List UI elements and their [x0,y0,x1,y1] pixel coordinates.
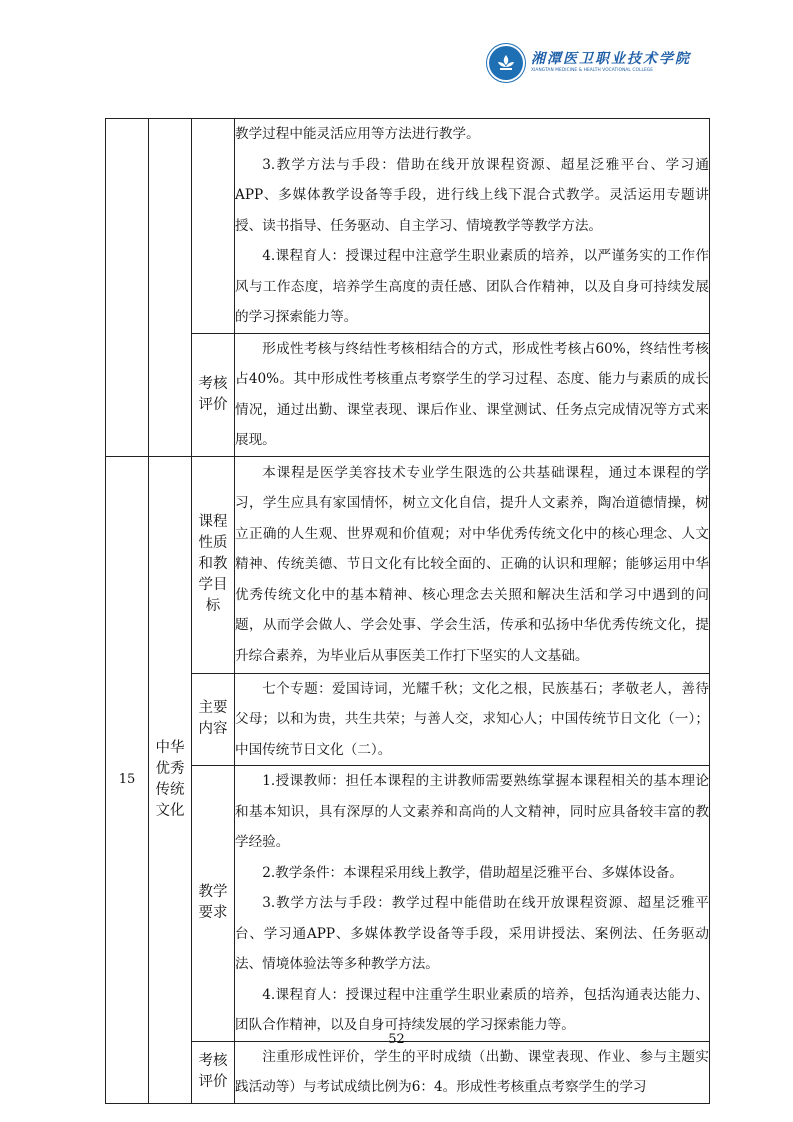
table-row [106,673,710,766]
table-row [106,766,710,1042]
paragraph: 3.教学方法与手段：借助在线开放课程资源、超星泛雅平台、学习通APP、多媒体教学设备等手段，进行线上线下混合式教学。灵活运用专题讲授、读书指导、任务驱动、自主学习、情境教学等教学方法。 [235,156,709,234]
prev-teaching-requirements [235,119,710,334]
assessment-text [235,1041,710,1103]
paragraph: 注重形成性评价，学生的平时成绩（出勤、课堂表现、作业、参与主题实践活动等）与考试成绩比例为6：4。形成性考核重点考察学生的学习 [235,1048,709,1095]
paragraph: 七个专题：爱国诗词，光耀千秋；文化之根，民族基石；孝敬老人，善待父母；以和为贵，共生共荣；与善人交，求知心人；中国传统节日文化（一）；中国传统节日文化（二）。 [235,680,709,758]
paragraph: 3.教学方法与手段：教学过程中能借助在线开放课程资源、超星泛雅平台、学习通APP、多媒体教学设备等手段，采用讲授法、案例法、任务驱动法、情境体验法等多种教学方法。 [235,895,709,972]
prev-name-cell [149,119,192,457]
nature-label: 课程性质和教学目标 [192,456,235,673]
paragraph: 教学过程中能灵活应用等方法进行教学。 [235,126,480,142]
paragraph: 4.课程育人：授课过程中注意学生职业素质的培养，以严谨务实的工作作风与工作态度，培养学生高度的责任感、团队合作精神，以及自身可持续发展的学习探索能力等。 [235,248,709,325]
curriculum-table [105,118,710,1104]
paragraph: 1.授课教师：担任本课程的主讲教师需要熟练掌握本课程相关的基本理论和基本知识，具有深厚的人文素养和高尚的人文精神，同时应具备较丰富的教学经验。 [235,773,709,850]
page-header [489,46,691,80]
course-name: 中华优秀传统文化 [149,456,192,1103]
nature-text [235,456,710,673]
prev-number-cell [106,119,149,457]
course-number: 15 [106,456,149,1103]
content-label: 主要内容 [192,673,235,766]
prev-assessment-text [235,333,710,456]
school-name: 湘潭医卫职业技术学院 [531,51,691,68]
prev-label-cell [192,119,235,334]
table-row [106,1041,710,1103]
table-row [106,456,710,673]
school-name-en: XIANGTAN MEDICINE & HEALTH VOCATIONAL COLLEGE [531,68,654,74]
requirements-text [235,766,710,1042]
paragraph: 本课程是医学美容技术专业学生限选的公共基础课程，通过本课程的学习，学生应具有家国情怀，树立文化自信，提升人文素养，陶冶道德情操，树立正确的人生观、世界观和价值观；对中华优秀传统文化中的核心理念、人文精神、传统美德、节日文化有比较全面的、正确的认识和理解；能够运用中华优秀传统文化中的基本精神、核心理念去关照和解决生活和学习中遇到的问题，从而学会做人、学会处事、学会生活，传承和弘扬中华优秀传统文化，提升综合素养，为毕业后从事医美工作打下坚实的人文基础。 [235,464,709,664]
paragraph: 4.课程育人：授课过程中注重学生职业素质的培养，包括沟通表达能力、团队合作精神，以及自身可持续发展的学习探索能力等。 [235,986,709,1033]
requirements-label: 教学要求 [192,766,235,1042]
prev-assessment-label: 考核评价 [192,333,235,456]
paragraph: 2.教学条件：本课程采用线上教学，借助超星泛雅平台、多媒体设备。 [262,864,683,881]
content-text [235,673,710,766]
table-row [106,119,710,334]
table-row [106,333,710,456]
assessment-label: 考核评价 [192,1041,235,1103]
school-logo-text [531,52,691,73]
school-logo-icon [489,46,523,80]
page-number: 52 [388,1032,405,1047]
paragraph: 形成性考核与终结性考核相结合的方式，形成性考核占60%，终结性考核占40%。其中形成性考核重点考察学生的学习过程、态度、能力与素质的成长情况，通过出勤、课堂表现、课后作业、课堂测试、任务点完成情况等方式来展现。 [235,340,709,448]
